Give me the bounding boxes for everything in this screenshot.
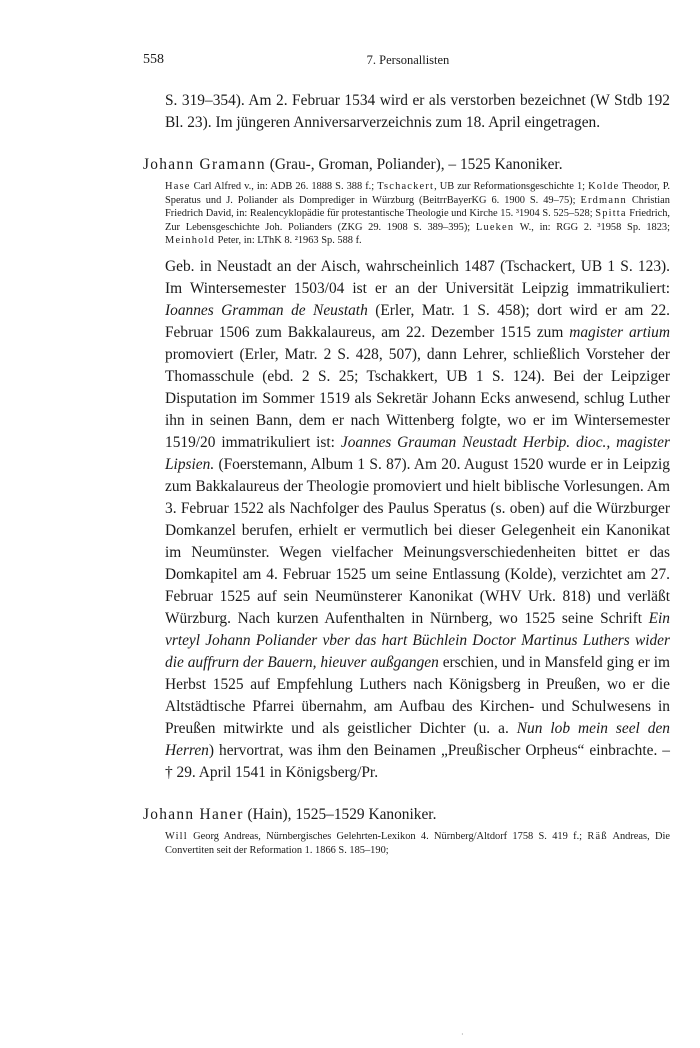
source-author: Meinhold <box>165 235 216 247</box>
continuation-paragraph: S. 319–354). Am 2. Februar 1534 wird er als verstorben bezeichnet (W Stdb 192 Bl. 23). Im jüngeren Anniversarverzeichnis zum 18. April eingetragen. <box>165 92 670 131</box>
source-author: Tschackert <box>377 181 435 192</box>
source-author: Kolde <box>588 181 620 192</box>
running-title: 7. Personallisten <box>366 53 450 67</box>
source-citation: Peter, in: LThK 8. ²1963 Sp. 588 f. <box>215 235 362 247</box>
italic-title: Joannes Grauman Neustadt Herbip. dioc., magister Lipsien. <box>165 433 670 473</box>
source-author: Hase <box>165 181 191 192</box>
source-author: Lueken <box>475 221 515 233</box>
entry-heading-rest: (Grau-, Groman, Poliander), – 1525 Kanoniker. <box>265 156 563 173</box>
source-citation: , UB zur Reformationsgeschichte 1; <box>434 181 589 192</box>
page-number: 558 <box>143 52 164 67</box>
source-author: Räß <box>587 830 608 842</box>
source-citation: Christian Friedrich David, in: Realencyklopädie für protestantische Theologie und Kirche 15. ³1904 S. 525–528; <box>165 194 670 220</box>
source-citation: Friedrich, Zur Lebensgeschichte Joh. Polianders (ZKG 29. 1908 S. 389–395); <box>165 208 670 233</box>
text-run: promoviert (Erler, Matr. 2 S. 428, 507), dann Lehrer, schließlich Vorsteher der Thomasschule (ebd. 2 S. 25; Tschakkert, UB 1 S. 124). Bei der Leipziger Disputation im Sommer 1519 als Sekretär Johann Ecks anwesend, schlug Luther ihn in seinen Bann, dem er nach Wittenberg folgte, wo er im Wintersemester 1519/20 immatrikuliert ist: <box>165 345 670 451</box>
entry-heading <box>143 804 670 826</box>
italic-title: magister artium <box>569 323 670 341</box>
entry-gramann <box>143 154 670 784</box>
source-list <box>165 830 670 857</box>
entry-haner <box>143 804 670 857</box>
text-run: erschien, und in Mansfeld ging er im Herbst 1525 auf Empfehlung Luthers nach Königsberg in Preußen, wo er die Altstädtische Pfarrei übernahm, am Aufbau des Kirchen- und Schulwesens in Preußen mitwirkte und als geistlicher Dichter (u. a. <box>165 653 670 737</box>
italic-title: Ein vrteyl Johann Poliander vber das hart Büchlein Doctor Martinus Luthers wider die auffrurn der Bauern, hieuver außgangen <box>165 609 670 671</box>
source-citation: Carl Alfred v., in: ADB 26. 1888 S. 388 f.; <box>190 181 378 192</box>
page-header <box>143 52 673 72</box>
source-citation: Andreas, Die Convertiten seit der Reformation 1. 1866 S. 185–190; <box>165 830 670 856</box>
source-citation: Theodor, P. Speratus und J. Poliander als Domprediger in Würzburg (BeitrrBayerKG 6. 1900 S. 49–75); <box>165 181 671 206</box>
source-citation: W., in: RGG 2. ³1958 Sp. 1823; <box>514 221 670 233</box>
entry-heading-rest: (Hain), 1525–1529 Kanoniker. <box>243 805 437 823</box>
italic-title: Nun lob mein seel den Herren <box>165 719 671 759</box>
print-speck: · <box>461 1030 464 1039</box>
source-author: Spitta <box>595 208 627 220</box>
source-author: Will <box>165 830 188 842</box>
biography-paragraph <box>165 256 670 784</box>
source-list <box>165 180 670 248</box>
entry-heading <box>143 154 670 176</box>
page-body <box>143 90 670 865</box>
italic-title: Ioannes Gramman de Neustath <box>165 301 368 319</box>
source-author: Erdmann <box>580 194 627 206</box>
text-run: (Foerstemann, Album 1 S. 87). Am 20. August 1520 wurde er in Leipzig zum Bakkalaureus der Theologie promoviert und hielt biblische Vorlesungen. Am 3. Februar 1522 als Nachfolger des Paulus Speratus (s. oben) auf die Würzburger Domkanzel berufen, erhielt er vermutlich bei dieser Gelegenheit ein Kanonikat im Neumünster. Wegen vielfacher Meinungsverschiedenheiten bittet er das Domkapitel am 4. Februar 1525 um seine Entlassung (Kolde), verzichtet am 27. Februar 1525 auf sein Neumünsterer Kanonikat (WHV Urk. 818) und verläßt Würzburg. Nach kurzen Aufenthalten in Nürnberg, wo 1525 seine Schrift <box>165 455 670 627</box>
text-run: ) hervortrat, was ihm den Beinamen „Preußischer Orpheus“ einbrachte. – † 29. April 1541 in Königsberg/Pr. <box>165 741 670 781</box>
text-run: (Erler, Matr. 1 S. 458); dort wird er am 22. Februar 1506 zum Bakkalaureus, am 22. Dezember 1515 zum <box>165 301 670 341</box>
entry-name: Johann Gramann <box>143 156 266 173</box>
entry-name: Johann Haner <box>143 805 244 823</box>
source-citation: Georg Andreas, Nürnbergisches Gelehrten-Lexikon 4. Nürnberg/Altdorf 1758 S. 419 f.; <box>187 830 588 842</box>
text-run: Geb. in Neustadt an der Aisch, wahrscheinlich 1487 (Tschackert, UB 1 S. 123). Im Wintersemester 1503/04 ist er an der Universität Leipzig immatrikuliert: <box>165 257 670 297</box>
